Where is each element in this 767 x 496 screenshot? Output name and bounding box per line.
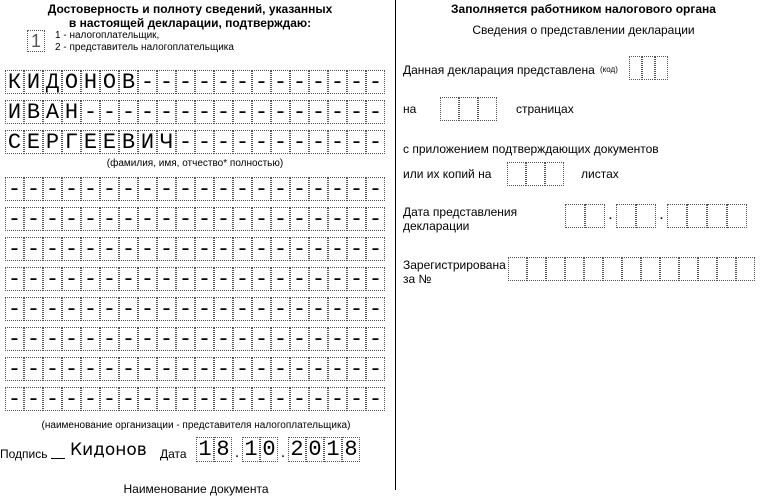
letter-cell: - bbox=[176, 267, 195, 291]
date-separator: . bbox=[280, 444, 286, 461]
org-name-row[interactable] bbox=[5, 237, 385, 261]
letter-cell: - bbox=[43, 237, 62, 261]
letter-cell: - bbox=[252, 357, 271, 381]
letter-cell: - bbox=[157, 177, 176, 201]
letter-cell: - bbox=[271, 100, 290, 124]
letter-cell: - bbox=[328, 387, 347, 411]
letter-cell: Д bbox=[43, 70, 62, 94]
letter-cell: Г bbox=[62, 130, 81, 154]
letter-cell: - bbox=[81, 387, 100, 411]
on-label: на bbox=[403, 102, 417, 116]
registration-digit-cell bbox=[717, 257, 736, 281]
letter-cell: - bbox=[233, 297, 252, 321]
letter-cell: - bbox=[366, 297, 385, 321]
surname-row[interactable] bbox=[5, 70, 385, 94]
letter-cell: - bbox=[328, 237, 347, 261]
letter-cell: - bbox=[271, 297, 290, 321]
date-digit-cell: 1 bbox=[242, 437, 260, 462]
letter-cell: - bbox=[195, 327, 214, 351]
confirmer-code-box[interactable] bbox=[27, 30, 45, 52]
letter-cell: - bbox=[252, 387, 271, 411]
submission-date-cells[interactable]: . . bbox=[565, 204, 747, 228]
letter-cell: - bbox=[366, 130, 385, 154]
letter-cell: - bbox=[119, 100, 138, 124]
org-name-row[interactable] bbox=[5, 267, 385, 291]
letter-cell: - bbox=[233, 387, 252, 411]
letter-cell: - bbox=[252, 327, 271, 351]
letter-cell: - bbox=[176, 387, 195, 411]
letter-cell: - bbox=[290, 327, 309, 351]
letter-cell: - bbox=[43, 207, 62, 231]
letter-cell: - bbox=[271, 357, 290, 381]
letter-cell: - bbox=[347, 130, 366, 154]
letter-cell: - bbox=[290, 207, 309, 231]
letter-cell: - bbox=[195, 177, 214, 201]
submission-date-label-line2: декларации bbox=[403, 219, 470, 233]
letter-cell: - bbox=[5, 207, 24, 231]
first-name-row[interactable] bbox=[5, 100, 385, 124]
letter-cell: - bbox=[195, 70, 214, 94]
letter-cell: - bbox=[5, 327, 24, 351]
letter-cell: - bbox=[252, 130, 271, 154]
registration-digit-cell bbox=[546, 257, 565, 281]
letter-cell: - bbox=[347, 387, 366, 411]
left-heading-line2: в настоящей декларации, подтверждаю: bbox=[68, 16, 312, 30]
letter-cell: - bbox=[138, 267, 157, 291]
letter-cell: - bbox=[176, 297, 195, 321]
letter-cell: - bbox=[366, 177, 385, 201]
letter-cell: С bbox=[5, 130, 24, 154]
date-cells[interactable] bbox=[196, 437, 360, 462]
letter-cell: - bbox=[328, 267, 347, 291]
submission-date-label-line1: Дата представления bbox=[403, 205, 518, 219]
letter-cell: - bbox=[157, 357, 176, 381]
letter-cell: - bbox=[214, 130, 233, 154]
letter-cell: И bbox=[5, 100, 24, 124]
letter-cell: - bbox=[138, 100, 157, 124]
letter-cell: - bbox=[195, 100, 214, 124]
letter-cell: - bbox=[233, 357, 252, 381]
letter-cell: - bbox=[347, 177, 366, 201]
letter-cell: - bbox=[157, 100, 176, 124]
letter-cell: - bbox=[24, 207, 43, 231]
patronymic-row[interactable] bbox=[5, 130, 385, 154]
registration-digit-cell bbox=[641, 257, 660, 281]
letter-cell: - bbox=[347, 357, 366, 381]
registration-digit-cell bbox=[603, 257, 622, 281]
letter-cell: - bbox=[62, 267, 81, 291]
signature-label: Подпись bbox=[0, 447, 48, 461]
letter-cell: - bbox=[157, 387, 176, 411]
registered-label bbox=[403, 258, 506, 286]
letter-cell: - bbox=[233, 207, 252, 231]
letter-cell: - bbox=[309, 357, 328, 381]
letter-cell: - bbox=[290, 70, 309, 94]
letter-cell: - bbox=[233, 267, 252, 291]
letter-cell: - bbox=[24, 237, 43, 261]
letter-cell: - bbox=[366, 70, 385, 94]
letter-cell: - bbox=[366, 237, 385, 261]
letter-cell: - bbox=[195, 387, 214, 411]
letter-cell: - bbox=[24, 267, 43, 291]
letter-cell: - bbox=[43, 297, 62, 321]
letter-cell: - bbox=[5, 237, 24, 261]
letter-cell: - bbox=[100, 327, 119, 351]
confirmer-option-2: 2 - представитель налогоплательщика bbox=[55, 42, 234, 53]
letter-cell: - bbox=[233, 237, 252, 261]
letter-cell: - bbox=[119, 177, 138, 201]
letter-cell: - bbox=[62, 207, 81, 231]
org-name-row[interactable] bbox=[5, 297, 385, 321]
date-digit-cell: 0 bbox=[260, 437, 278, 462]
letter-cell: - bbox=[81, 237, 100, 261]
letter-cell: - bbox=[176, 237, 195, 261]
letter-cell: - bbox=[24, 357, 43, 381]
letter-cell: - bbox=[271, 207, 290, 231]
letter-cell: - bbox=[271, 70, 290, 94]
letter-cell: - bbox=[328, 100, 347, 124]
letter-cell: - bbox=[24, 177, 43, 201]
letter-cell: Е bbox=[100, 130, 119, 154]
letter-cell: - bbox=[290, 177, 309, 201]
letter-cell: - bbox=[195, 297, 214, 321]
letter-cell: - bbox=[157, 327, 176, 351]
letter-cell: - bbox=[5, 297, 24, 321]
letter-cell: - bbox=[138, 297, 157, 321]
letter-cell: - bbox=[328, 357, 347, 381]
letter-cell: - bbox=[214, 267, 233, 291]
letter-cell: - bbox=[100, 100, 119, 124]
letter-cell: - bbox=[271, 130, 290, 154]
doc-name-label: Наименование документа bbox=[123, 482, 269, 496]
org-name-row[interactable] bbox=[5, 387, 385, 411]
signature-line bbox=[51, 458, 65, 459]
letter-cell: - bbox=[138, 237, 157, 261]
letter-cell: - bbox=[5, 177, 24, 201]
letter-cell: - bbox=[366, 267, 385, 291]
letter-cell: - bbox=[309, 130, 328, 154]
letter-cell: - bbox=[366, 100, 385, 124]
letter-cell: - bbox=[290, 297, 309, 321]
letter-cell: - bbox=[119, 357, 138, 381]
letter-cell: - bbox=[100, 177, 119, 201]
letter-cell: - bbox=[328, 327, 347, 351]
letter-cell: - bbox=[328, 297, 347, 321]
org-name-row[interactable] bbox=[5, 357, 385, 381]
letter-cell: - bbox=[214, 207, 233, 231]
letter-cell: - bbox=[195, 207, 214, 231]
letter-cell: - bbox=[328, 207, 347, 231]
letter-cell: - bbox=[366, 387, 385, 411]
letter-cell: Ч bbox=[157, 130, 176, 154]
sheets-label: листах bbox=[581, 167, 619, 181]
date-label: Дата bbox=[160, 447, 187, 461]
letter-cell: - bbox=[252, 267, 271, 291]
sheets-count-cells[interactable] bbox=[507, 162, 564, 186]
org-name-row[interactable] bbox=[5, 177, 385, 201]
left-heading bbox=[20, 2, 360, 30]
letter-cell: - bbox=[24, 297, 43, 321]
letter-cell: - bbox=[119, 297, 138, 321]
letter-cell: А bbox=[43, 100, 62, 124]
copies-label: или их копий на bbox=[403, 167, 492, 181]
letter-cell: - bbox=[176, 70, 195, 94]
pages-label: страницах bbox=[516, 102, 574, 116]
letter-cell: - bbox=[119, 387, 138, 411]
letter-cell: - bbox=[309, 70, 328, 94]
org-name-row[interactable] bbox=[5, 327, 385, 351]
letter-cell: - bbox=[290, 130, 309, 154]
letter-cell: - bbox=[138, 357, 157, 381]
letter-cell: - bbox=[24, 327, 43, 351]
letter-cell: - bbox=[195, 267, 214, 291]
registration-digit-cell bbox=[698, 257, 717, 281]
letter-cell: - bbox=[252, 177, 271, 201]
letter-cell: - bbox=[347, 207, 366, 231]
letter-cell: - bbox=[176, 100, 195, 124]
letter-cell: - bbox=[347, 297, 366, 321]
letter-cell: - bbox=[366, 327, 385, 351]
letter-cell: - bbox=[290, 100, 309, 124]
letter-cell: - bbox=[233, 130, 252, 154]
letter-cell: - bbox=[138, 207, 157, 231]
letter-cell: - bbox=[62, 387, 81, 411]
letter-cell: - bbox=[290, 357, 309, 381]
letter-cell: - bbox=[252, 70, 271, 94]
letter-cell: - bbox=[157, 297, 176, 321]
letter-cell: - bbox=[62, 177, 81, 201]
right-subheading: Сведения о представлении декларации bbox=[472, 23, 695, 37]
letter-cell: - bbox=[138, 327, 157, 351]
letter-cell: - bbox=[43, 387, 62, 411]
letter-cell: - bbox=[347, 100, 366, 124]
letter-cell: - bbox=[81, 297, 100, 321]
letter-cell: - bbox=[328, 177, 347, 201]
registration-digit-cell bbox=[565, 257, 584, 281]
letter-cell: Н bbox=[81, 70, 100, 94]
letter-cell: - bbox=[214, 70, 233, 94]
code-label: (код) bbox=[600, 65, 618, 74]
letter-cell: - bbox=[309, 177, 328, 201]
letter-cell: - bbox=[366, 207, 385, 231]
pages-count-cells[interactable] bbox=[440, 97, 497, 121]
letter-cell: - bbox=[233, 327, 252, 351]
letter-cell: - bbox=[233, 177, 252, 201]
registration-digit-cell bbox=[508, 257, 527, 281]
letter-cell: - bbox=[100, 297, 119, 321]
letter-cell: - bbox=[252, 297, 271, 321]
letter-cell: - bbox=[271, 177, 290, 201]
letter-cell: - bbox=[290, 387, 309, 411]
letter-cell: Р bbox=[43, 130, 62, 154]
letter-cell: - bbox=[214, 357, 233, 381]
letter-cell: - bbox=[100, 237, 119, 261]
with-docs-label: с приложением подтверждающих документов bbox=[403, 142, 659, 156]
submission-code-cells[interactable] bbox=[629, 56, 668, 80]
letter-cell: - bbox=[138, 177, 157, 201]
letter-cell: - bbox=[252, 100, 271, 124]
submitted-label: Данная декларация представлена bbox=[403, 63, 595, 77]
date-digit-cell: 0 bbox=[306, 437, 324, 462]
letter-cell: - bbox=[81, 327, 100, 351]
right-heading: Заполняется работником налогового органа bbox=[451, 2, 716, 16]
letter-cell: - bbox=[290, 267, 309, 291]
letter-cell: - bbox=[271, 327, 290, 351]
fio-caption: (фамилия, имя, отчество* полностью) bbox=[106, 158, 284, 169]
letter-cell: - bbox=[366, 357, 385, 381]
letter-cell: - bbox=[100, 207, 119, 231]
letter-cell: - bbox=[309, 100, 328, 124]
letter-cell: - bbox=[62, 297, 81, 321]
letter-cell: - bbox=[138, 387, 157, 411]
letter-cell: - bbox=[81, 100, 100, 124]
letter-cell: - bbox=[309, 327, 328, 351]
letter-cell: О bbox=[62, 70, 81, 94]
letter-cell: - bbox=[5, 357, 24, 381]
letter-cell: - bbox=[290, 237, 309, 261]
letter-cell: Н bbox=[62, 100, 81, 124]
left-heading-line1: Достоверность и полноту сведений, указанных bbox=[47, 2, 333, 16]
registration-digit-cell bbox=[622, 257, 641, 281]
letter-cell: К bbox=[5, 70, 24, 94]
letter-cell: - bbox=[252, 237, 271, 261]
letter-cell: - bbox=[309, 237, 328, 261]
registration-digit-cell bbox=[679, 257, 698, 281]
letter-cell: - bbox=[176, 177, 195, 201]
letter-cell: - bbox=[5, 387, 24, 411]
letter-cell: - bbox=[347, 267, 366, 291]
letter-cell: - bbox=[157, 70, 176, 94]
letter-cell: - bbox=[214, 297, 233, 321]
letter-cell: - bbox=[119, 267, 138, 291]
letter-cell: - bbox=[62, 327, 81, 351]
letter-cell: - bbox=[176, 357, 195, 381]
letter-cell: - bbox=[157, 267, 176, 291]
letter-cell: - bbox=[214, 327, 233, 351]
registered-label-line1: Зарегистрирована bbox=[403, 258, 506, 272]
date-digit-cell: 1 bbox=[324, 437, 342, 462]
letter-cell: В bbox=[119, 130, 138, 154]
confirmer-option-1: 1 - налогоплательщик, bbox=[55, 30, 160, 41]
letter-cell: - bbox=[176, 207, 195, 231]
registered-label-line2: за № bbox=[403, 272, 432, 286]
letter-cell: - bbox=[43, 267, 62, 291]
letter-cell: - bbox=[328, 70, 347, 94]
letter-cell: - bbox=[43, 357, 62, 381]
registration-digit-cell bbox=[527, 257, 546, 281]
date-digit-cell: 1 bbox=[196, 437, 214, 462]
letter-cell: - bbox=[214, 237, 233, 261]
letter-cell: - bbox=[119, 237, 138, 261]
letter-cell: - bbox=[271, 267, 290, 291]
confirmer-code-value: 1 bbox=[30, 31, 41, 51]
org-name-row[interactable] bbox=[5, 207, 385, 231]
letter-cell: О bbox=[100, 70, 119, 94]
letter-cell: - bbox=[24, 387, 43, 411]
column-divider bbox=[395, 0, 396, 490]
registration-digit-cell bbox=[584, 257, 603, 281]
letter-cell: - bbox=[157, 237, 176, 261]
letter-cell: - bbox=[81, 357, 100, 381]
registration-digit-cell bbox=[660, 257, 679, 281]
letter-cell: - bbox=[328, 130, 347, 154]
letter-cell: - bbox=[309, 387, 328, 411]
letter-cell: - bbox=[252, 207, 271, 231]
letter-cell: - bbox=[347, 70, 366, 94]
letter-cell: - bbox=[214, 177, 233, 201]
registration-digit-cell bbox=[736, 257, 755, 281]
letter-cell: - bbox=[233, 70, 252, 94]
date-digit-cell: 8 bbox=[214, 437, 232, 462]
signature-value[interactable]: Кидонов bbox=[70, 440, 147, 460]
letter-cell: - bbox=[233, 100, 252, 124]
letter-cell: - bbox=[157, 207, 176, 231]
registration-number-cells[interactable] bbox=[508, 257, 755, 281]
letter-cell: В bbox=[119, 70, 138, 94]
letter-cell: - bbox=[62, 357, 81, 381]
letter-cell: - bbox=[81, 267, 100, 291]
letter-cell: Е bbox=[81, 130, 100, 154]
letter-cell: - bbox=[195, 357, 214, 381]
letter-cell: - bbox=[214, 100, 233, 124]
letter-cell: - bbox=[119, 207, 138, 231]
letter-cell: - bbox=[195, 130, 214, 154]
letter-cell: - bbox=[43, 327, 62, 351]
letter-cell: - bbox=[347, 327, 366, 351]
letter-cell: - bbox=[100, 387, 119, 411]
letter-cell: - bbox=[176, 130, 195, 154]
date-separator: . bbox=[234, 444, 240, 461]
letter-cell: - bbox=[5, 267, 24, 291]
letter-cell: Е bbox=[24, 130, 43, 154]
date-digit-cell: 2 bbox=[288, 437, 306, 462]
letter-cell: - bbox=[81, 177, 100, 201]
letter-cell: - bbox=[271, 387, 290, 411]
letter-cell: - bbox=[309, 297, 328, 321]
letter-cell: - bbox=[309, 267, 328, 291]
letter-cell: - bbox=[81, 207, 100, 231]
org-caption: (наименование организации - представителя налогоплательщика) bbox=[41, 420, 351, 431]
letter-cell: - bbox=[176, 327, 195, 351]
submission-date-label bbox=[403, 205, 517, 233]
letter-cell: - bbox=[138, 70, 157, 94]
letter-cell: В bbox=[24, 100, 43, 124]
letter-cell: - bbox=[119, 327, 138, 351]
letter-cell: - bbox=[62, 237, 81, 261]
letter-cell: - bbox=[100, 357, 119, 381]
letter-cell: И bbox=[138, 130, 157, 154]
letter-cell: - bbox=[43, 177, 62, 201]
letter-cell: - bbox=[271, 237, 290, 261]
letter-cell: И bbox=[24, 70, 43, 94]
letter-cell: - bbox=[195, 237, 214, 261]
letter-cell: - bbox=[100, 267, 119, 291]
date-digit-cell: 8 bbox=[342, 437, 360, 462]
letter-cell: - bbox=[347, 237, 366, 261]
letter-cell: - bbox=[309, 207, 328, 231]
letter-cell: - bbox=[214, 387, 233, 411]
